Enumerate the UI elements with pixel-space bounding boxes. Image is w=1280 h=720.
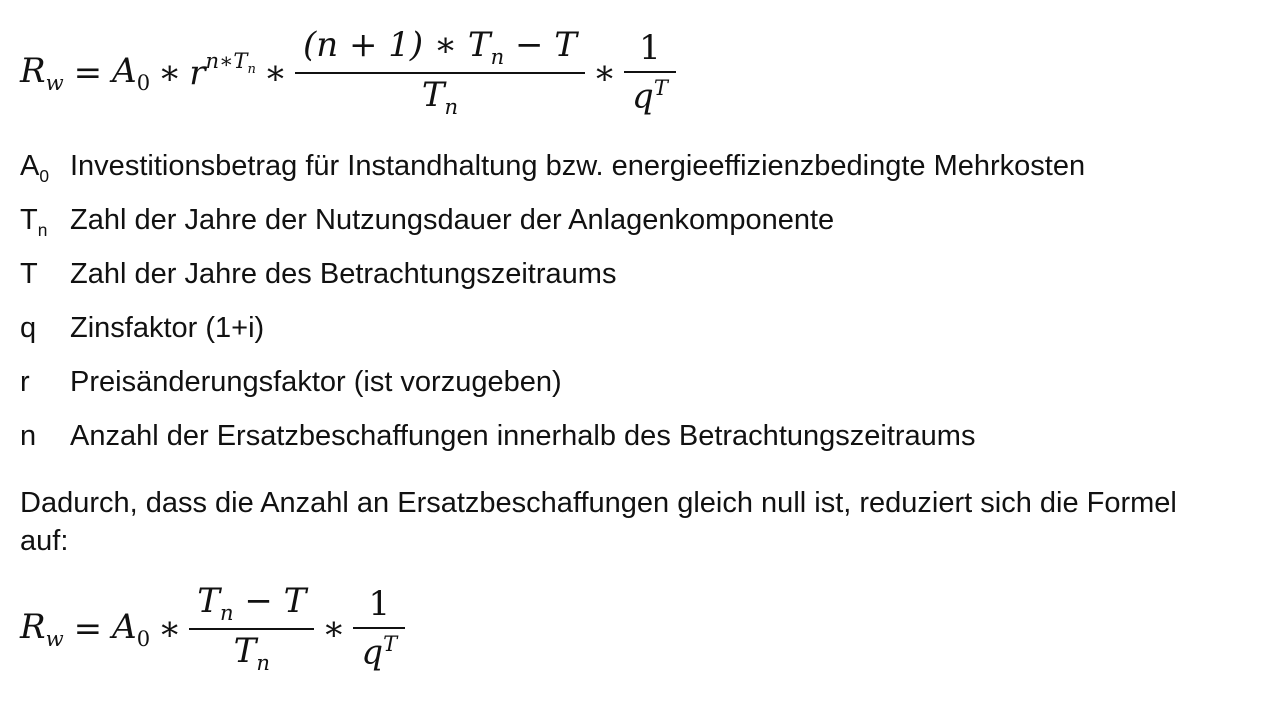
equals-sign: = (73, 608, 103, 649)
equals-sign: = (73, 52, 103, 93)
explanation-paragraph: Dadurch, dass die Anzahl an Ersatzbeschaffungen gleich null ist, reduziert sich die Formel auf: (20, 487, 1177, 557)
fraction-discount (357, 584, 401, 673)
fraction-numerator: 1 (368, 584, 391, 625)
fraction-discount (628, 28, 672, 117)
formula-lhs: $R_w$ (20, 607, 64, 651)
legend-symbol: $T_n$ (20, 204, 48, 240)
legend-symbol: r (20, 366, 30, 398)
legend-row-a0 (20, 150, 1085, 204)
fraction-denominator: $q^T$ (624, 71, 676, 115)
formula-residual-value (20, 25, 676, 119)
legend-row-t (20, 258, 1085, 312)
variable-legend (20, 150, 1085, 474)
multiply-sign: ∗ (158, 608, 182, 649)
legend-symbol: n (20, 420, 37, 452)
formula-residual-value-reduced (20, 581, 405, 675)
fraction-time-share (193, 581, 310, 675)
fraction-numerator: (n + 1) ∗ $T_n - T$ (303, 25, 577, 69)
legend-row-tn (20, 204, 1085, 258)
formula-a0: $A_0$ (112, 607, 151, 651)
multiply-sign: ∗ (158, 52, 182, 93)
multiply-sign: ∗ (263, 52, 287, 93)
fraction-time-share (299, 25, 581, 119)
legend-row-q (20, 312, 1085, 366)
legend-description: Zahl der Jahre der Nutzungsdauer der Anlagenkomponente (70, 204, 835, 236)
multiply-sign: ∗ (322, 608, 346, 649)
legend-symbol: q (20, 312, 37, 344)
fraction-denominator: $T_n$ (295, 72, 585, 118)
multiply-sign: ∗ (592, 52, 617, 93)
fraction-denominator: $T_n$ (189, 628, 314, 674)
formula-a0: $A_0$ (112, 51, 151, 95)
legend-description: Zahl der Jahre des Betrachtungszeitraums (70, 258, 617, 290)
formula-r-power: $r^{n∗T_n}$ (189, 48, 256, 94)
legend-description: Investitionsbetrag für Instandhaltung bzw. energieeffizienzbedingte Mehrkosten (70, 150, 1086, 182)
legend-row-n (20, 420, 1085, 474)
fraction-numerator: 1 (639, 28, 661, 69)
formula-lhs: $R_w$ (20, 51, 64, 95)
legend-description: Anzahl der Ersatzbeschaffungen innerhalb des Betrachtungszeitraums (70, 420, 976, 452)
legend-row-r (20, 366, 1085, 420)
fraction-denominator: $q^T$ (353, 627, 405, 671)
legend-description: Preisänderungsfaktor (ist vorzugeben) (70, 366, 562, 398)
legend-symbol: T (20, 258, 38, 290)
legend-symbol: $A_0$ (20, 150, 50, 186)
legend-description: Zinsfaktor (1+i) (70, 312, 265, 344)
fraction-numerator: $T_n - T$ (197, 581, 307, 625)
